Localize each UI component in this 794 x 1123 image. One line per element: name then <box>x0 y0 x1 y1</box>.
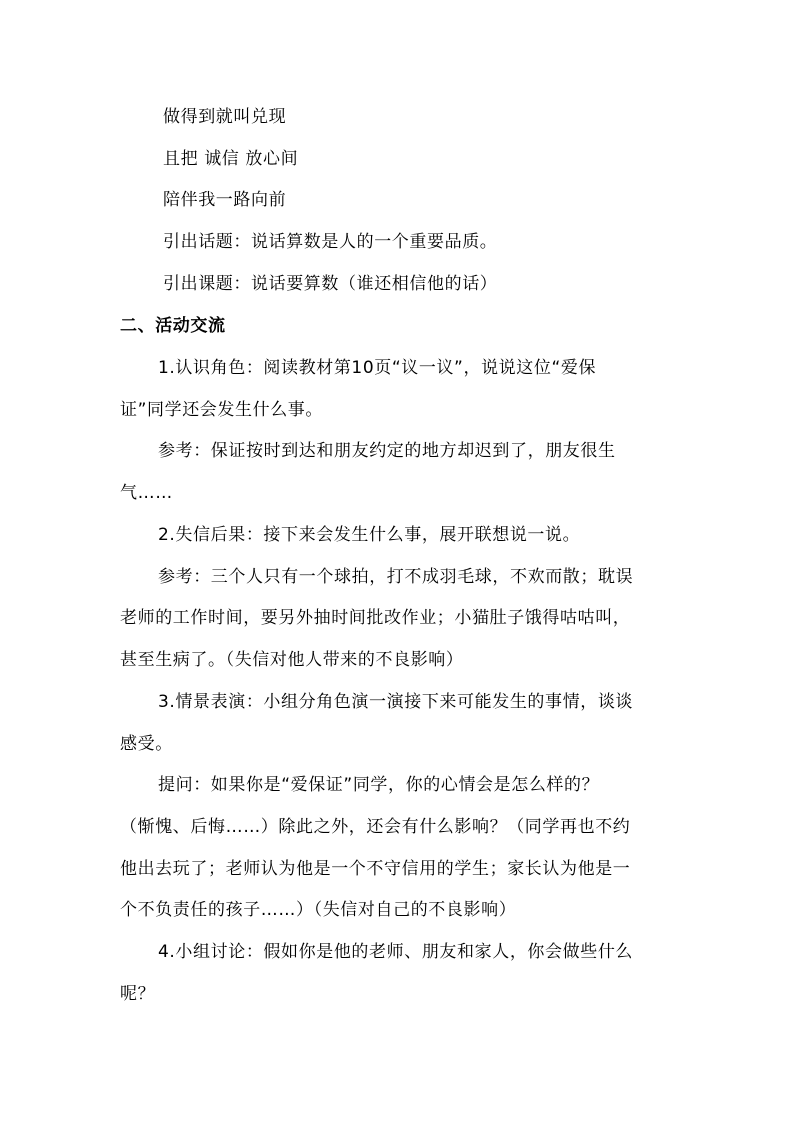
question-line-3: 他出去玩了；老师认为他是一个不守信用的学生；家长认为他是一 <box>120 859 631 879</box>
question-line-2: （惭愧、后悔……）除此之外，还会有什么影响？（同学再也不约 <box>120 817 631 837</box>
item-1-line-2: 证”同学还会发生什么事。 <box>120 400 324 420</box>
item-3-line-1: 3.情景表演：小组分角色演一演接下来可能发生的事情，谈谈 <box>158 692 634 712</box>
lyric-line-2: 且把 诚信 放心间 <box>163 149 299 169</box>
question-line-4: 个不负责任的孩子……）（失信对自己的不良影响） <box>120 900 517 920</box>
item-1-line-1: 1.认识角色：阅读教材第10页“议一议”，说说这位“爱保 <box>158 358 597 378</box>
item-4-line-2: 呢？ <box>120 984 156 1004</box>
item-2-reference-line-1: 参考：三个人只有一个球拍，打不成羽毛球，不欢而散；耽误 <box>158 567 634 587</box>
question-line-1: 提问：如果你是“爱保证”同学，你的心情会是怎么样的？ <box>158 775 600 795</box>
item-2-reference-line-2: 老师的工作时间，要另外抽时间批改作业；小猫肚子饿得咕咕叫， <box>120 608 631 628</box>
item-3-line-2: 感受。 <box>120 734 173 754</box>
item-1-reference-line-2: 气…… <box>120 483 173 503</box>
lyric-line-3: 陪伴我一路向前 <box>163 190 287 210</box>
lesson-title-intro: 引出课题：说话要算数（谁还相信他的话） <box>163 274 498 294</box>
item-1-reference-line-1: 参考：保证按时到达和朋友约定的地方却迟到了，朋友很生 <box>158 441 616 461</box>
item-2-reference-line-3: 甚至生病了。（失信对他人带来的不良影响） <box>120 650 464 670</box>
lyric-line-1: 做得到就叫兑现 <box>163 107 287 127</box>
item-4-line-1: 4.小组讨论：假如你是他的老师、朋友和家人，你会做些什么 <box>158 942 634 962</box>
item-2-line: 2.失信后果：接下来会发生什么事，展开联想说一说。 <box>158 525 581 545</box>
topic-intro: 引出话题：说话算数是人的一个重要品质。 <box>163 232 498 252</box>
section-heading: 二、活动交流 <box>120 316 226 336</box>
